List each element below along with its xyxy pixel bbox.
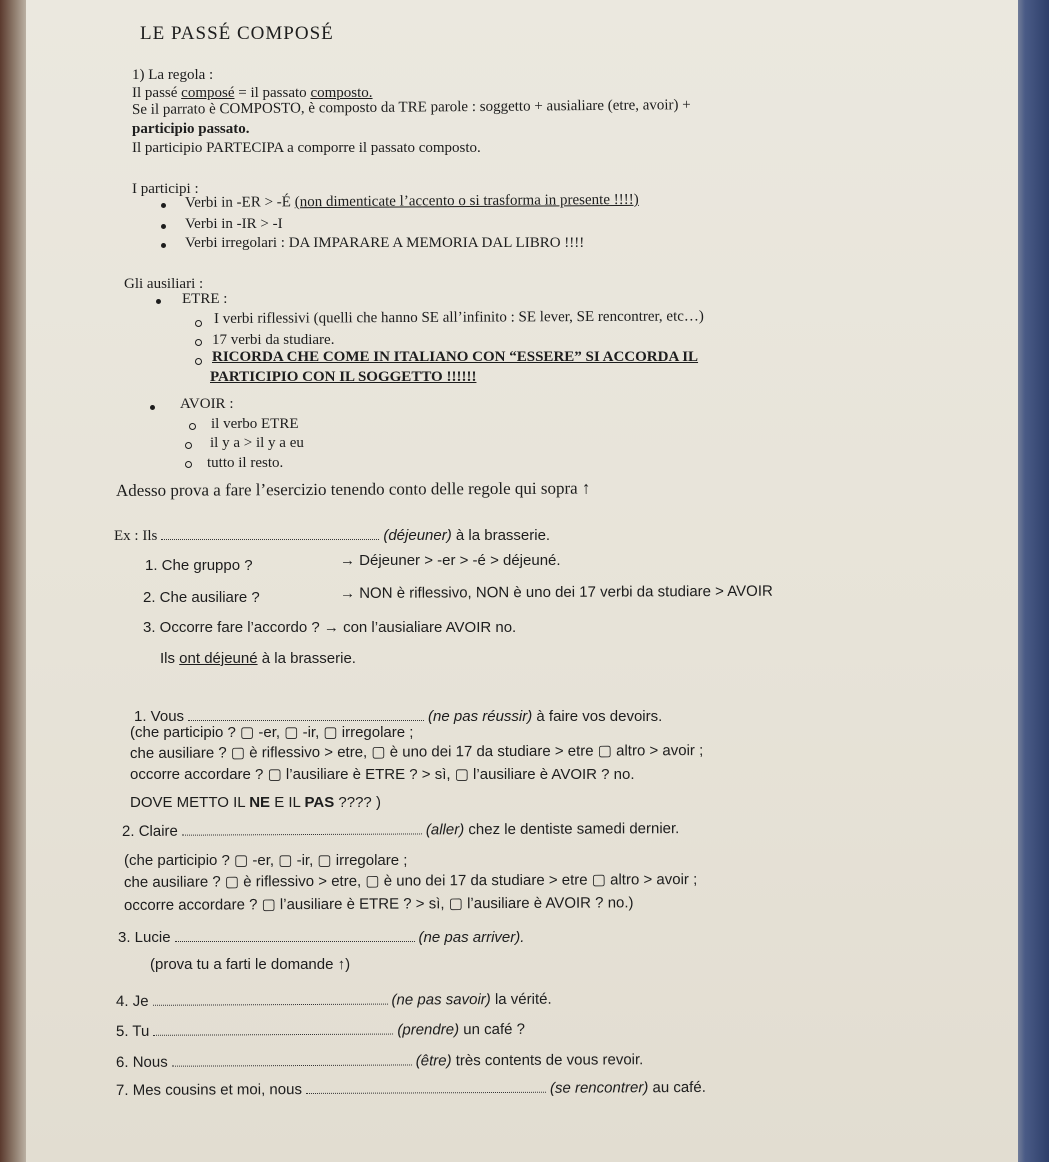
- exercise-7: [116, 1077, 706, 1098]
- example-q1-label: 1. Che gruppo ?: [145, 557, 253, 574]
- rule-line-1-part: = il passato: [234, 85, 311, 101]
- rule-line-2: Se il parrato è COMPOSTO, è composto da TRE parole : soggetto + ausialiare (etre, avoir) +: [131, 97, 691, 118]
- participi-item-er: [185, 193, 639, 211]
- etre-label: ETRE :: [182, 291, 228, 307]
- example-q2-label: 2. Che ausiliare ?: [143, 589, 260, 606]
- rule-line-1-underlined: composto.: [310, 85, 373, 101]
- exercise-3: [118, 927, 524, 945]
- etre-sub-ricorda-line-2: PARTICIPIO CON IL SOGGETTO !!!!!!: [210, 369, 477, 385]
- exercise-2-subject: 2. Claire: [121, 822, 178, 840]
- example-result: [160, 651, 356, 666]
- example-verb-hint: (déjeuner): [383, 527, 452, 544]
- exercise-5: [116, 1019, 525, 1039]
- exercise-3-hint: (ne pas arriver).: [418, 929, 525, 946]
- exercise-5-blank[interactable]: [153, 1020, 393, 1036]
- rule-line-1-part: Il passé: [132, 85, 182, 101]
- circle-bullet-icon: [185, 461, 192, 468]
- exercise-4: [116, 989, 552, 1009]
- exercise-1-hint: (ne pas réussir): [428, 708, 533, 725]
- example-rest: à la brasserie.: [451, 527, 551, 544]
- exercise-2-guide-2: che ausiliare ? ▢ è riflessivo > etre, ▢ è uno dei 17 da studiare > etre ▢ altro > avoir ;: [123, 870, 698, 891]
- exercise-2-blank[interactable]: [182, 819, 422, 835]
- rule-line-4: Il participio PARTECIPA a comporre il passato composto.: [132, 140, 481, 156]
- exercise-2-rest: chez le dentiste samedi dernier.: [464, 820, 680, 839]
- exercise-5-subject: 5. Tu: [115, 1022, 150, 1040]
- exercise-6-rest: très contents de vous revoir.: [451, 1051, 644, 1070]
- example-subject: Ex : Ils: [114, 528, 158, 544]
- exercise-1-guide-4-part: DOVE METTO IL: [130, 794, 250, 811]
- example-result-verb: ont déjeuné: [179, 650, 258, 667]
- avoir-sub-resto: tutto il resto.: [207, 455, 284, 471]
- exercise-7-subject: 7. Mes cousins et moi, nous: [115, 1081, 302, 1099]
- exercise-5-rest: un café ?: [459, 1020, 525, 1039]
- circle-bullet-icon: [185, 442, 192, 449]
- exercise-7-hint: (se rencontrer): [549, 1079, 649, 1097]
- prova-note: (prova tu a farti le domande ↑): [150, 956, 351, 973]
- avoir-sub-etre: il verbo ETRE: [211, 416, 299, 432]
- worksheet-page: [26, 0, 1018, 1162]
- exercise-1-guide-4-part: ???? ): [334, 794, 381, 811]
- exercise-2: [122, 818, 679, 839]
- etre-sub-ricorda-line-1: RICORDA CHE COME IN ITALIANO CON “ESSERE” SI ACCORDA IL: [212, 349, 699, 365]
- exercise-1-guide-4-pas: PAS: [304, 794, 335, 811]
- bullet-icon: [156, 299, 161, 304]
- exercise-2-guide-1: (che participio ? ▢ -er, ▢ -ir, ▢ irregolare ;: [124, 852, 408, 869]
- exercise-6-blank[interactable]: [172, 1050, 412, 1066]
- exercise-1-guide-4-ne: NE: [249, 794, 271, 811]
- example-result-part: à la brasserie.: [257, 650, 356, 667]
- bullet-icon: [161, 243, 166, 248]
- ausiliari-heading: Gli ausiliari :: [124, 276, 204, 292]
- exercise-7-rest: au café.: [648, 1078, 706, 1097]
- participi-heading: I participi :: [132, 181, 199, 197]
- exercise-6: [116, 1049, 643, 1070]
- rule-line-1: [132, 86, 373, 101]
- exercise-1-guide-4-part: E IL: [270, 794, 305, 811]
- rule-line-3: participio passato.: [132, 121, 250, 137]
- exercise-2-guide-3: occorre accordare ? ▢ l’ausiliare è ETRE ? > sì, ▢ l’ausiliare è AVOIR ? no.): [123, 894, 634, 914]
- exercise-7-blank[interactable]: [306, 1078, 546, 1094]
- bullet-icon: [161, 203, 166, 208]
- participi-item-irregolari: Verbi irregolari : DA IMPARARE A MEMORIA DAL LIBRO !!!!: [185, 235, 585, 251]
- exercise-1-guide-2: che ausiliare ? ▢ è riflessivo > etre, ▢ è uno dei 17 da studiare > etre ▢ altro > avoir ;: [129, 741, 704, 762]
- exercise-1-rest: à faire vos devoirs.: [532, 708, 663, 725]
- exercise-3-subject: 3. Lucie: [118, 929, 171, 946]
- circle-bullet-icon: [195, 358, 202, 365]
- example-blank[interactable]: [161, 525, 379, 540]
- exercise-instruction: Adesso prova a fare l’esercizio tenendo conto delle regole qui sopra ↑: [115, 478, 591, 500]
- exercise-1: [134, 706, 662, 724]
- circle-bullet-icon: [195, 339, 202, 346]
- exercise-1-guide-1: (che participio ? ▢ -er, ▢ -ir, ▢ irregolare ;: [130, 724, 414, 741]
- example-result-part: Ils: [160, 650, 180, 667]
- rule-heading: 1) La regola :: [132, 67, 214, 83]
- circle-bullet-icon: [189, 423, 196, 430]
- exercise-1-subject: 1. Vous: [134, 708, 185, 725]
- participi-item-er-note: (non dimenticate l’accento o si trasforma in presente !!!!): [294, 191, 639, 211]
- etre-sub-17-verbi: 17 verbi da studiare.: [212, 332, 335, 348]
- exercise-1-guide-4: [130, 795, 381, 810]
- avoir-label: AVOIR :: [180, 396, 234, 412]
- exercise-6-subject: 6. Nous: [115, 1053, 168, 1071]
- exercise-5-hint: (prendre): [397, 1021, 460, 1039]
- participi-item-ir: Verbi in -IR > -I: [185, 216, 283, 232]
- example-q1-answer: → Déjeuner > -er > -é > déjeuné.: [340, 552, 561, 569]
- exercise-1-blank[interactable]: [188, 706, 424, 721]
- example-q2-answer: → NON è riflessivo, NON è uno dei 17 verbi da studiare > AVOIR: [339, 582, 773, 602]
- bullet-icon: [161, 224, 166, 229]
- exercise-2-hint: (aller): [425, 821, 465, 839]
- exercise-4-subject: 4. Je: [115, 992, 149, 1010]
- rule-line-1-underlined: composé: [181, 85, 235, 101]
- etre-sub-riflessivi: I verbi riflessivi (quelli che hanno SE all’infinito : SE lever, SE rencontrer, etc…): [213, 308, 704, 327]
- exercise-3-blank[interactable]: [175, 927, 415, 942]
- example-sentence: [114, 525, 550, 544]
- page-title: LE PASSÉ COMPOSÉ: [140, 23, 334, 44]
- circle-bullet-icon: [195, 320, 202, 327]
- avoir-sub-il-y-a: il y a > il y a eu: [210, 435, 304, 451]
- bullet-icon: [150, 405, 155, 410]
- exercise-4-blank[interactable]: [152, 990, 387, 1006]
- participi-item-er-text: Verbi in -ER > -É: [184, 194, 295, 211]
- exercise-4-rest: la vérité.: [490, 990, 552, 1009]
- exercise-4-hint: (ne pas savoir): [391, 991, 491, 1009]
- example-q3: 3. Occorre fare l’accordo ? → con l’ausialiare AVOIR no.: [143, 619, 517, 636]
- exercise-6-hint: (être): [415, 1052, 452, 1070]
- exercise-1-guide-3: occorre accordare ? ▢ l’ausiliare è ETRE ? > sì, ▢ l’ausiliare è AVOIR ? no.: [130, 766, 635, 783]
